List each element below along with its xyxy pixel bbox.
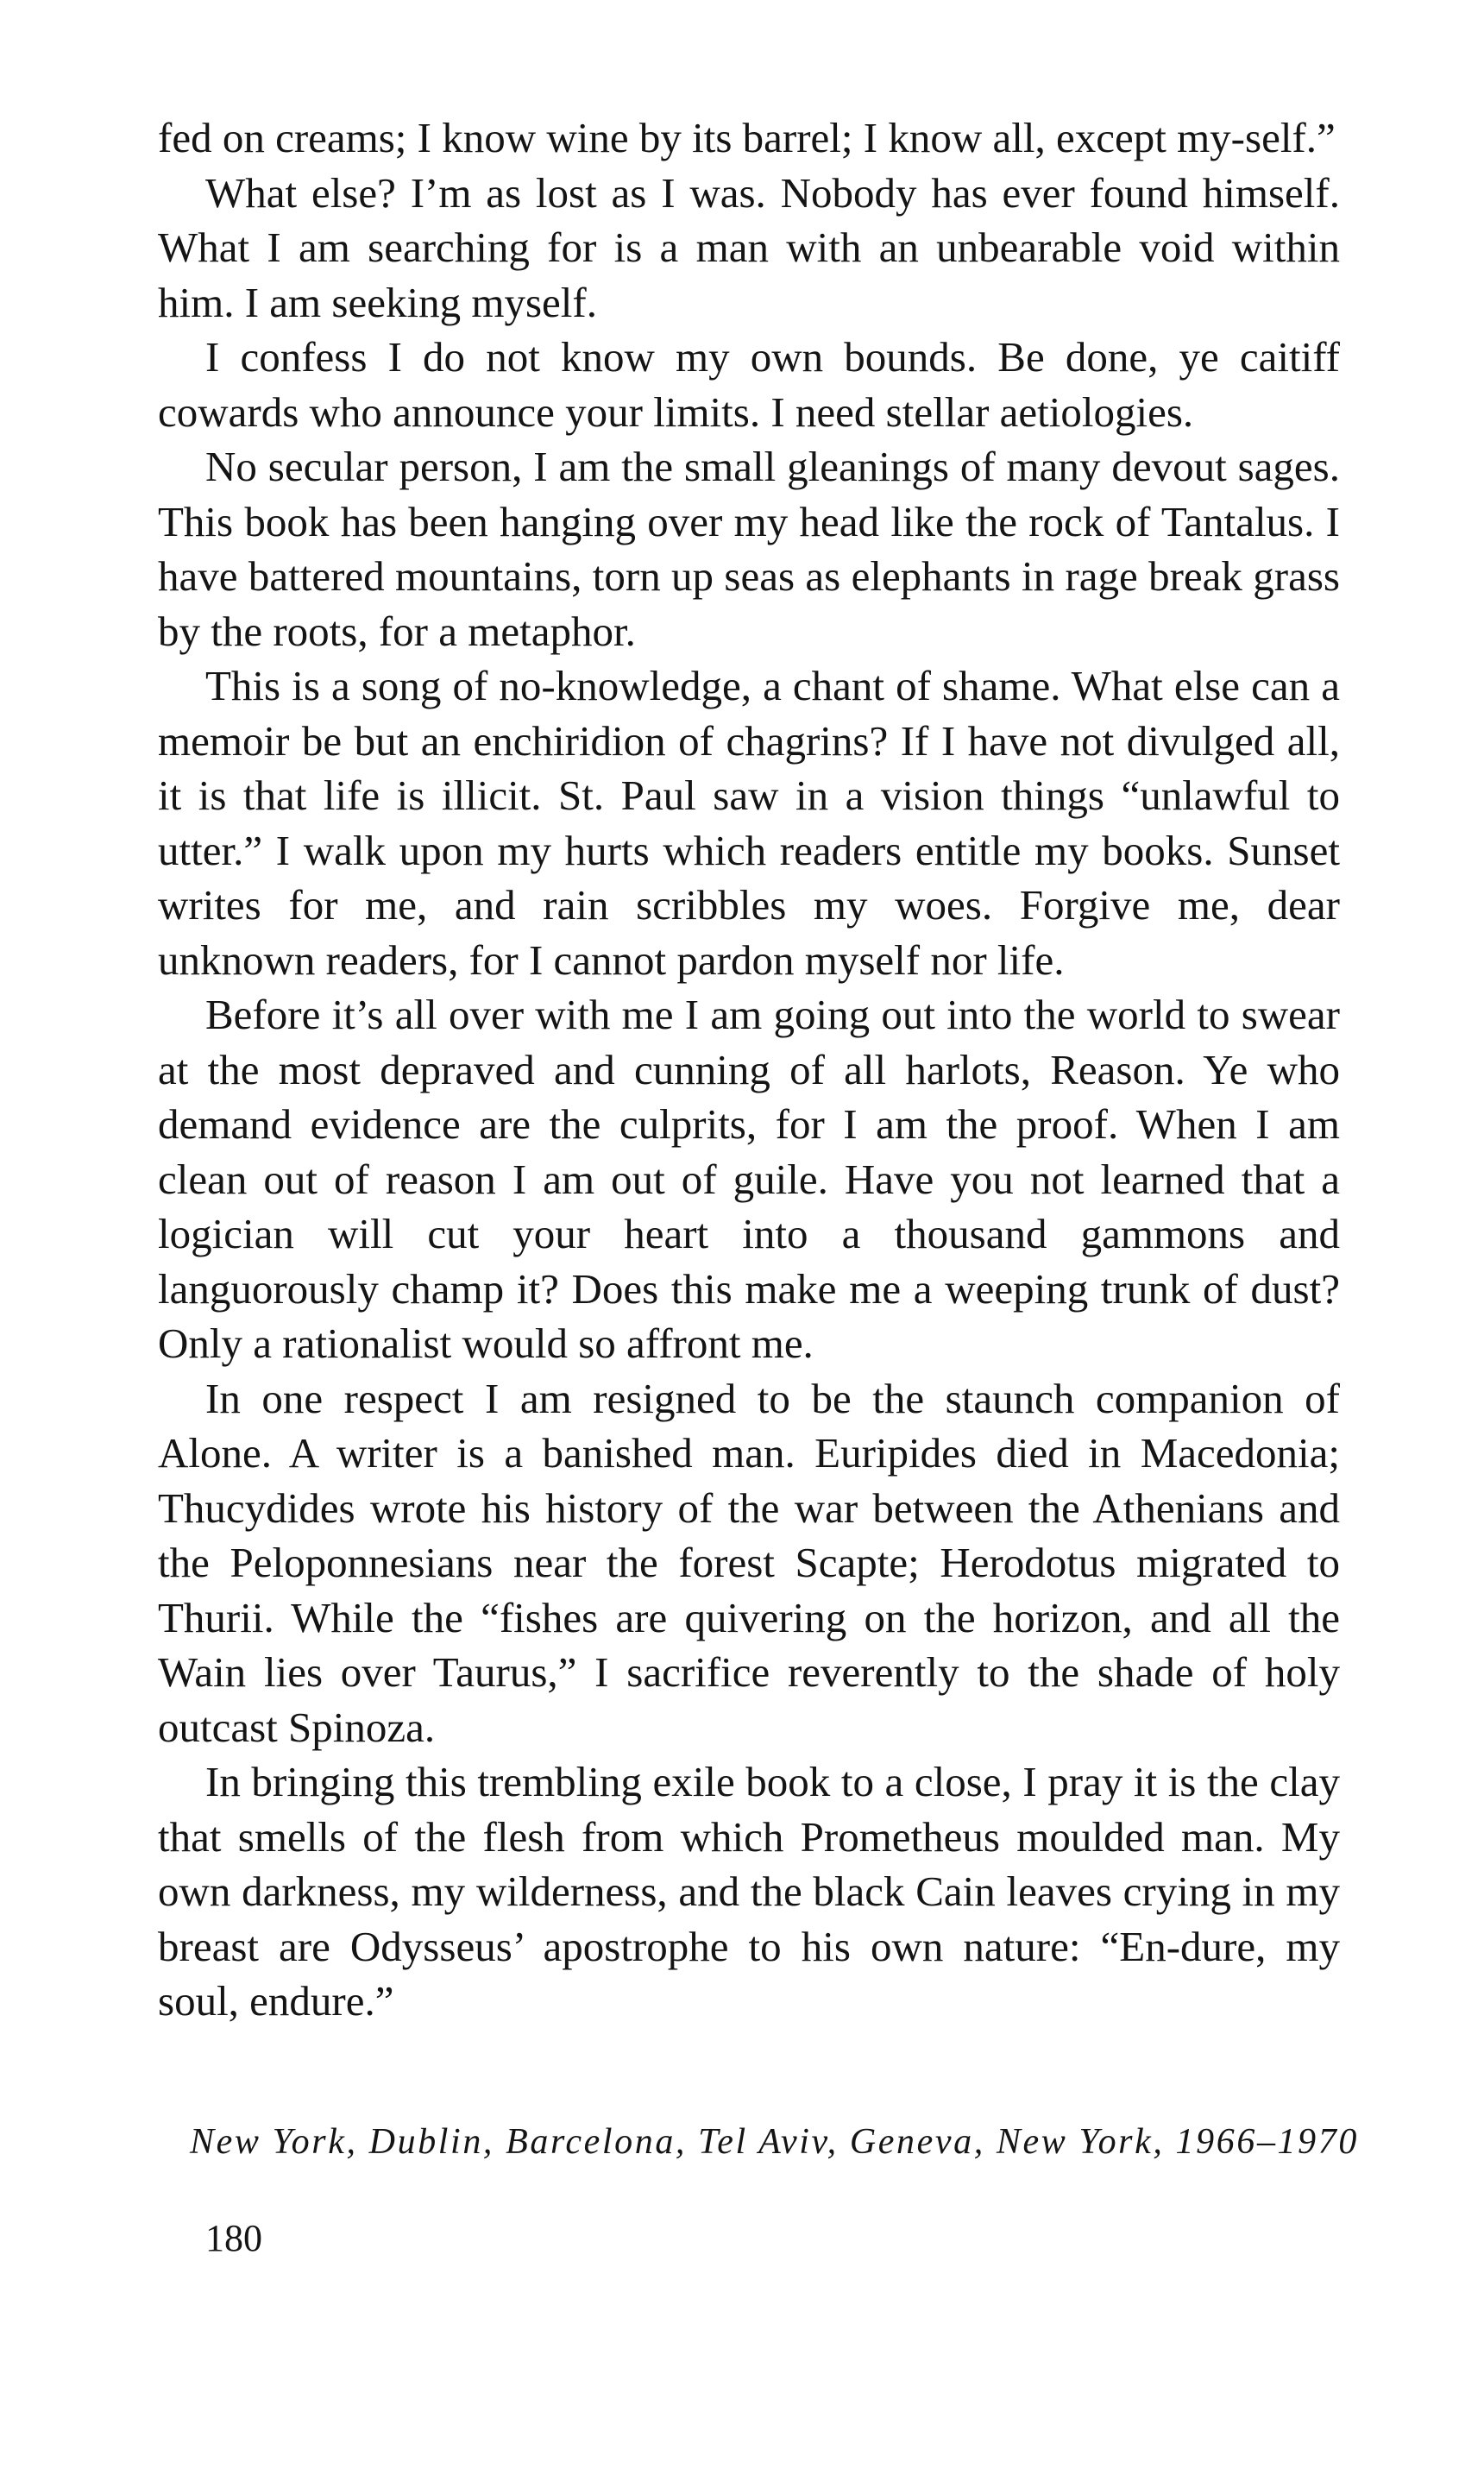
- paragraph: In one respect I am resigned to be the staunch companion of Alone. A writer is a banished man. Euripides died in Macedonia; Thucydides wrote his history of the war between the Athenians and the Peloponnesians near the forest Scapte; Herodotus migrated to Thurii. While the “fishes are quivering on the horizon, and all the Wain lies over Taurus,” I sacrifice reverently to the shade of holy outcast Spinoza.: [158, 1374, 1340, 1751]
- paragraph: This is a song of no-knowledge, a chant of shame. What else can a memoir be but an enchiridion of chagrins? If I have not divulged all, it is that life is illicit. St. Paul saw in a vision things “unlawful to utter.” I walk upon my hurts which readers entitle my books. Sunset writes for me, and rain scribbles my woes. Forgive me, dear unknown readers, for I cannot pardon myself nor life.: [158, 662, 1340, 984]
- paragraph: What else? I’m as lost as I was. Nobody has ever found himself. What I am searching for is a man with an unbearable void within him. I am seeking myself.: [158, 168, 1340, 326]
- dateline: New York, Dublin, Barcelona, Tel Aviv, Geneva, New York, 1966–1970: [190, 2122, 1359, 2162]
- body-text: [158, 110, 1340, 2029]
- paragraph: Before it’s all over with me I am going out into the world to swear at the most depraved and cunning of all harlots, Reason. Ye who demand evidence are the culprits, for I am the proof. When I am clean out of reason I am out of guile. Have you not learned that a logician will cut your heart into a thousand gammons and languorously champ it? Does this make me a weeping trunk of dust? Only a rationalist would so affront me.: [158, 991, 1340, 1367]
- paragraph: In bringing this trembling exile book to a close, I pray it is the clay that smells of the flesh from which Prometheus moulded man. My own darkness, my wilderness, and the black Cain leaves crying in my breast are Odysseus’ apostrophe to his own nature: “En-dure, my soul, endure.”: [158, 1758, 1340, 2025]
- page-number: 180: [205, 2217, 262, 2259]
- paragraph: I confess I do not know my own bounds. Be done, ye caitiff cowards who announce your limits. I need stellar aetiologies.: [158, 333, 1340, 436]
- paragraph-continued: fed on creams; I know wine by its barrel; I know all, except my-self.”: [158, 114, 1336, 161]
- paragraph: No secular person, I am the small gleanings of many devout sages. This book has been hanging over my head like the rock of Tantalus. I have battered mountains, torn up seas as elephants in rage break grass by the roots, for a metaphor.: [158, 443, 1340, 655]
